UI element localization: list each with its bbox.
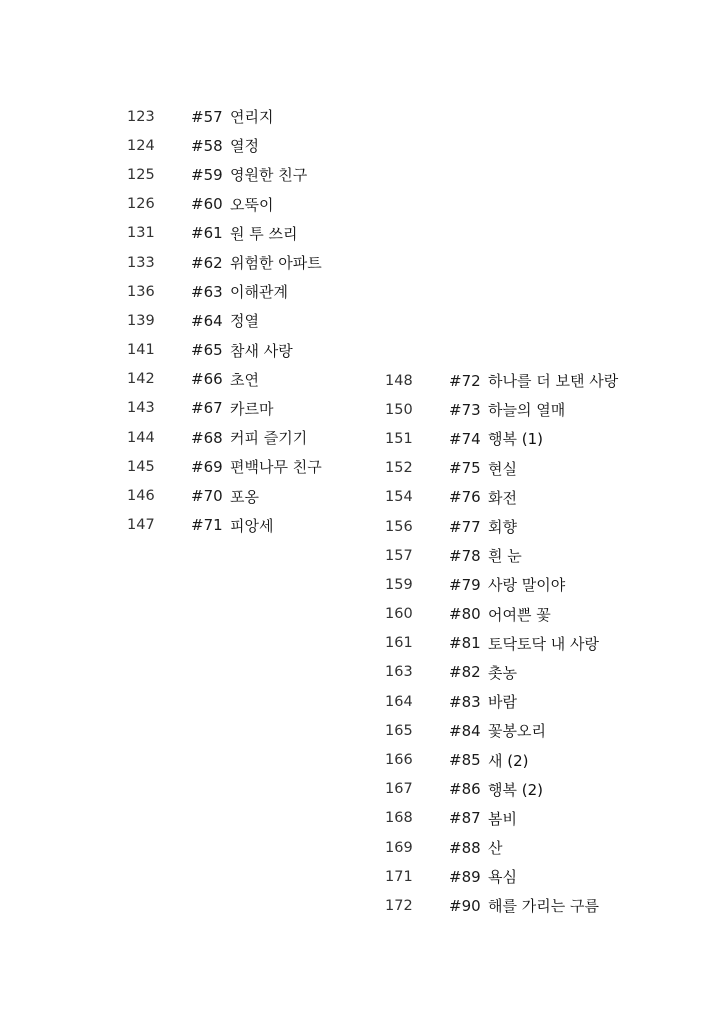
toc-entry-title: 초연 (230, 370, 259, 389)
toc-entry (127, 131, 322, 160)
toc-entry (385, 366, 618, 395)
toc-entry-title: 이해관계 (230, 283, 288, 302)
toc-page-number: 165 (385, 722, 413, 739)
toc-entry-number: #68 (191, 428, 223, 447)
toc-entry-title: 바람 (488, 693, 517, 712)
toc-entry (385, 745, 618, 774)
toc-page-number: 133 (127, 254, 155, 271)
toc-right-column (385, 366, 618, 921)
toc-page-number: 142 (127, 371, 155, 388)
toc-entry-title: 어여쁜 꽃 (488, 605, 551, 624)
toc-entry-number: #86 (449, 780, 481, 799)
toc-page-number: 147 (127, 517, 155, 534)
toc-entry (385, 804, 618, 833)
toc-entry (385, 775, 618, 804)
toc-page-number: 167 (385, 781, 413, 798)
toc-entry-title: 오뚝이 (230, 195, 274, 214)
toc-entry-title: 봄비 (488, 809, 517, 828)
toc-entry (385, 629, 618, 658)
toc-entry (127, 365, 322, 394)
toc-entry-number: #73 (449, 400, 481, 419)
toc-entry-number: #64 (191, 311, 223, 330)
toc-page-number: 152 (385, 460, 413, 477)
toc-page-number: 125 (127, 166, 155, 183)
toc-entry (127, 190, 322, 219)
toc-page-number: 168 (385, 810, 413, 827)
toc-entry-title: 포옹 (230, 487, 259, 506)
toc-entry-number: #87 (449, 809, 481, 828)
toc-left-column (127, 102, 322, 540)
toc-entry-title: 위험한 아파트 (230, 254, 322, 273)
toc-entry-number: #76 (449, 488, 481, 507)
toc-page-number: 156 (385, 518, 413, 535)
toc-entry-title: 카르마 (230, 399, 274, 418)
toc-page-number: 150 (385, 401, 413, 418)
toc-entry-title: 참새 사랑 (230, 341, 293, 360)
toc-entry-number: #74 (449, 429, 481, 448)
toc-entry-title: 열정 (230, 137, 259, 156)
toc-entry-number: #66 (191, 370, 223, 389)
toc-entry (385, 833, 618, 862)
toc-entry-number: #77 (449, 517, 481, 536)
toc-entry-number: #89 (449, 867, 481, 886)
toc-entry-title: 회향 (488, 518, 517, 537)
toc-entry (127, 102, 322, 131)
toc-entry (127, 248, 322, 277)
toc-entry-number: #70 (191, 487, 223, 506)
toc-entry-number: #58 (191, 136, 223, 155)
toc-entry (127, 394, 322, 423)
toc-entry (385, 454, 618, 483)
toc-entry-number: #80 (449, 605, 481, 624)
toc-page-number: 143 (127, 400, 155, 417)
toc-entry-title: 연리지 (230, 108, 274, 127)
toc-entry-title: 피앙세 (230, 516, 274, 535)
toc-page-number: 154 (385, 489, 413, 506)
toc-entry-number: #59 (191, 165, 223, 184)
toc-entry-title: 산 (488, 839, 503, 858)
toc-page-number: 144 (127, 429, 155, 446)
toc-entry-number: #65 (191, 341, 223, 360)
toc-entry (127, 277, 322, 306)
toc-entry (127, 423, 322, 452)
toc-entry-title: 하늘의 열매 (488, 401, 566, 420)
toc-page-number: 163 (385, 664, 413, 681)
toc-entry (385, 483, 618, 512)
toc-page-number: 169 (385, 839, 413, 856)
toc-entry-number: #71 (191, 516, 223, 535)
toc-page-number: 145 (127, 458, 155, 475)
toc-entry-title: 행복 (2) (488, 780, 543, 799)
toc-entry (385, 424, 618, 453)
toc-entry-number: #62 (191, 253, 223, 272)
toc-entry (127, 481, 322, 510)
toc-entry-number: #63 (191, 282, 223, 301)
toc-page-number: 148 (385, 372, 413, 389)
toc-entry-title: 커피 즐기기 (230, 429, 308, 448)
toc-entry-number: #72 (449, 371, 481, 390)
toc-entry-title: 촛농 (488, 663, 517, 682)
toc-entry (385, 862, 618, 891)
toc-entry (127, 219, 322, 248)
toc-entry (127, 306, 322, 335)
toc-page-number: 141 (127, 342, 155, 359)
toc-entry-title: 편백나무 친구 (230, 458, 322, 477)
toc-entry-title: 새 (2) (488, 751, 529, 770)
toc-page-number: 166 (385, 752, 413, 769)
toc-page-number: 161 (385, 635, 413, 652)
toc-entry (127, 336, 322, 365)
toc-page-number: 126 (127, 196, 155, 213)
toc-page-number: 157 (385, 547, 413, 564)
toc-entry-number: #85 (449, 751, 481, 770)
toc-entry (385, 570, 618, 599)
toc-entry-number: #82 (449, 663, 481, 682)
toc-entry-title: 행복 (1) (488, 430, 543, 449)
toc-entry (385, 541, 618, 570)
toc-entry-number: #60 (191, 195, 223, 214)
toc-entry-title: 욕심 (488, 868, 517, 887)
toc-page-number: 151 (385, 430, 413, 447)
toc-entry-title: 꽃봉오리 (488, 722, 546, 741)
toc-entry-number: #61 (191, 224, 223, 243)
toc-entry-title: 토닥토닥 내 사랑 (488, 634, 599, 653)
toc-entry-title: 화전 (488, 488, 517, 507)
toc-entry-title: 원 투 쓰리 (230, 224, 298, 243)
toc-page-number: 171 (385, 868, 413, 885)
toc-entry (385, 716, 618, 745)
toc-entry-title: 사랑 말이야 (488, 576, 566, 595)
toc-page-number: 172 (385, 897, 413, 914)
toc-entry-number: #90 (449, 896, 481, 915)
toc-entry-title: 정열 (230, 312, 259, 331)
toc-entry-number: #84 (449, 721, 481, 740)
toc-page-number: 136 (127, 283, 155, 300)
toc-entry (385, 395, 618, 424)
toc-page-number: 139 (127, 312, 155, 329)
toc-entry-title: 흰 눈 (488, 547, 522, 566)
toc-page-number: 124 (127, 137, 155, 154)
toc-page-number: 146 (127, 488, 155, 505)
toc-entry-number: #57 (191, 107, 223, 126)
toc-entry (385, 512, 618, 541)
toc-page-number: 123 (127, 108, 155, 125)
toc-entry-number: #83 (449, 692, 481, 711)
toc-entry-title: 영원한 친구 (230, 166, 308, 185)
toc-page-number: 164 (385, 693, 413, 710)
toc-entry (127, 511, 322, 540)
toc-entry-number: #81 (449, 634, 481, 653)
toc-entry-title: 해를 가리는 구름 (488, 897, 599, 916)
toc-entry-number: #78 (449, 546, 481, 565)
toc-entry-number: #75 (449, 459, 481, 478)
toc-entry (127, 452, 322, 481)
toc-page-number: 160 (385, 606, 413, 623)
toc-entry (385, 658, 618, 687)
toc-entry-number: #69 (191, 457, 223, 476)
toc-entry-number: #79 (449, 575, 481, 594)
toc-entry (385, 600, 618, 629)
toc-entry-number: #88 (449, 838, 481, 857)
toc-entry (385, 891, 618, 920)
toc-entry (127, 160, 322, 189)
toc-entry-number: #67 (191, 399, 223, 418)
toc-entry (385, 687, 618, 716)
toc-page-number: 131 (127, 225, 155, 242)
toc-entry-title: 현실 (488, 459, 517, 478)
toc-page-number: 159 (385, 576, 413, 593)
toc-entry-title: 하나를 더 보탠 사랑 (488, 372, 619, 391)
